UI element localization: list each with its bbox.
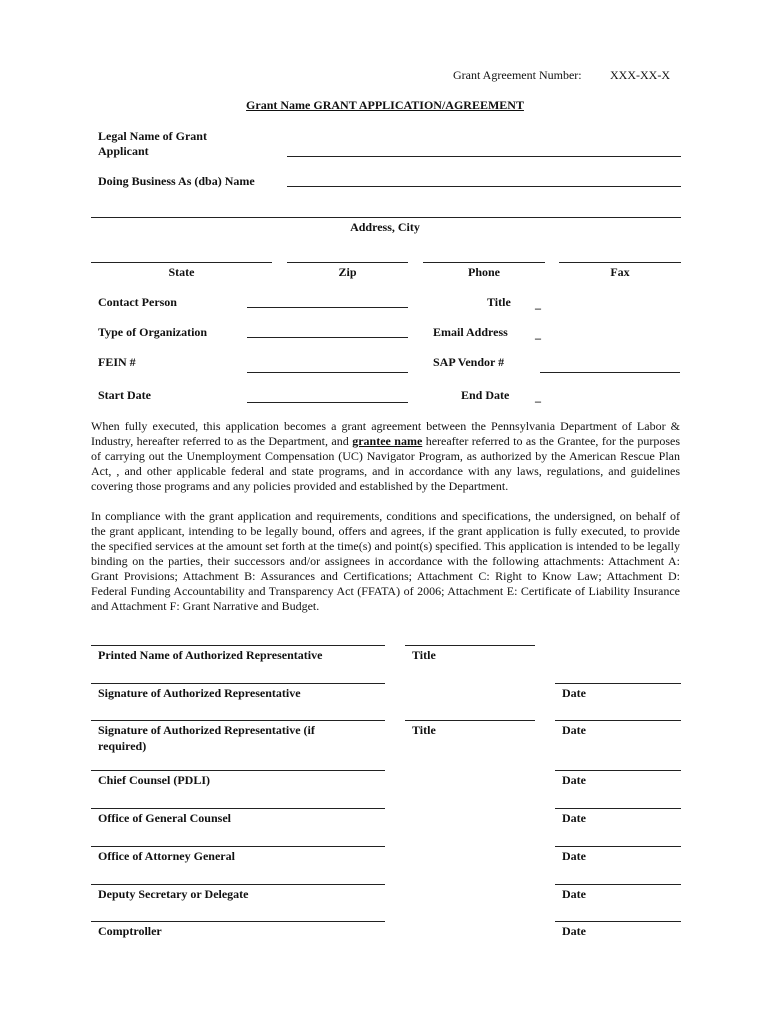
agreement-number-value: XXX-XX-X (610, 68, 670, 82)
date-label-2: Date (562, 723, 586, 737)
address-label: Address, City (350, 220, 420, 234)
phone-label: Phone (467, 265, 500, 279)
end-date-field[interactable]: _ (535, 390, 541, 404)
fax-field[interactable] (559, 262, 681, 263)
zip-field[interactable] (287, 262, 408, 263)
date-line-3[interactable] (555, 770, 681, 771)
title-label: Title (487, 295, 511, 309)
address-field[interactable] (91, 217, 681, 218)
chief-counsel-line[interactable] (91, 770, 385, 771)
agreement-paragraph (91, 419, 680, 494)
state-label: State (168, 265, 195, 279)
start-date-label: Start Date (98, 388, 151, 402)
dba-field[interactable] (287, 186, 681, 187)
fein-label: FEIN # (98, 355, 136, 369)
deputy-secretary-line[interactable] (91, 884, 385, 885)
date-line-5[interactable] (555, 846, 681, 847)
org-type-label: Type of Organization (98, 325, 208, 339)
date-label-6: Date (562, 887, 586, 901)
date-line-1[interactable] (555, 683, 681, 684)
date-label-1: Date (562, 686, 586, 700)
email-field[interactable]: _ (535, 327, 541, 341)
date-label-3: Date (562, 773, 586, 787)
legal-name-label-1: Legal Name of Grant (98, 129, 207, 143)
signature-2-label-1: Signature of Authorized Representative (if (98, 723, 315, 737)
signature-label: Signature of Authorized Representative (98, 686, 301, 700)
deputy-secretary-label: Deputy Secretary or Delegate (98, 887, 249, 901)
dba-label: Doing Business As (dba) Name (98, 174, 255, 188)
title-field[interactable]: _ (535, 297, 541, 311)
date-label-5: Date (562, 849, 586, 863)
signature-2-label-2: required) (98, 739, 147, 753)
contact-person-label: Contact Person (98, 295, 177, 309)
start-date-field[interactable] (247, 402, 408, 403)
chief-counsel-label: Chief Counsel (PDLI) (98, 773, 211, 787)
phone-field[interactable] (423, 262, 545, 263)
legal-name-label-2: Applicant (98, 144, 149, 158)
title-label-1: Title (412, 648, 436, 662)
contact-person-field[interactable] (247, 307, 408, 308)
title-line-1[interactable] (405, 645, 535, 646)
paragraph-text-part1: When fully executed, this application becomes a grant agreement between the Pennsylvania Department of Labor & Industry, hereafter referred to as the Department, and (91, 419, 680, 448)
compliance-paragraph: In compliance with the grant application and requirements, conditions and specifications, the undersigned, on behalf of the grant applicant, intending to be legally bound, offers and agrees, if the grant application is fully executed, to provide the specified services at the amount set forth at the time(s) and point(s) specified. This application is intended to be legally binding on the parties, their successors and/or assignees in accordance with the following attachments: Attachment A: Grant Provisions; Attachment B: Assurances and Certifications; Attachment C: Right to Know Law; Attachment D: Federal Funding Accountability and Transparency Act (FFATA) of 2006; Attachment E: Certificate of Liability Insurance and Attachment F: Grant Narrative and Budget. (91, 509, 680, 613)
comptroller-line[interactable] (91, 921, 385, 922)
date-line-4[interactable] (555, 808, 681, 809)
date-line-6[interactable] (555, 884, 681, 885)
title-line-2[interactable] (405, 720, 535, 721)
date-line-2[interactable] (555, 720, 681, 721)
signature-line[interactable] (91, 683, 385, 684)
zip-label: Zip (338, 265, 357, 279)
sap-vendor-field[interactable] (540, 372, 680, 373)
email-label: Email Address (433, 325, 508, 339)
signature-2-line[interactable] (91, 720, 385, 721)
date-label-4: Date (562, 811, 586, 825)
grantee-name: grantee name (352, 434, 423, 448)
agreement-number-label: Grant Agreement Number: (453, 68, 582, 82)
general-counsel-label: Office of General Counsel (98, 811, 231, 825)
fax-label: Fax (610, 265, 630, 279)
attorney-general-line[interactable] (91, 846, 385, 847)
page-title: Grant Name GRANT APPLICATION/AGREEMENT (246, 98, 524, 112)
general-counsel-line[interactable] (91, 808, 385, 809)
sap-vendor-label: SAP Vendor # (433, 355, 505, 369)
org-type-field[interactable] (247, 337, 408, 338)
title-label-2: Title (412, 723, 436, 737)
legal-name-field[interactable] (287, 156, 681, 157)
printed-name-label: Printed Name of Authorized Representative (98, 648, 323, 662)
date-line-7[interactable] (555, 921, 681, 922)
paragraph-text-part2: hereafter referred to as the Grantee, for the purposes of carrying out the Unemployment Compensation (UC) Navigator Program, as authorized by the American Rescue Plan Act, , and other applicable federal and state programs, and in accordance with any laws, regulations, and guidelines covering those programs and any policies provided and established by the Department. (91, 434, 681, 493)
end-date-label: End Date (461, 388, 510, 402)
date-label-7: Date (562, 924, 586, 938)
fein-field[interactable] (247, 372, 408, 373)
printed-name-line[interactable] (91, 645, 385, 646)
comptroller-label: Comptroller (98, 924, 162, 938)
state-field[interactable] (91, 262, 272, 263)
attorney-general-label: Office of Attorney General (98, 849, 235, 863)
